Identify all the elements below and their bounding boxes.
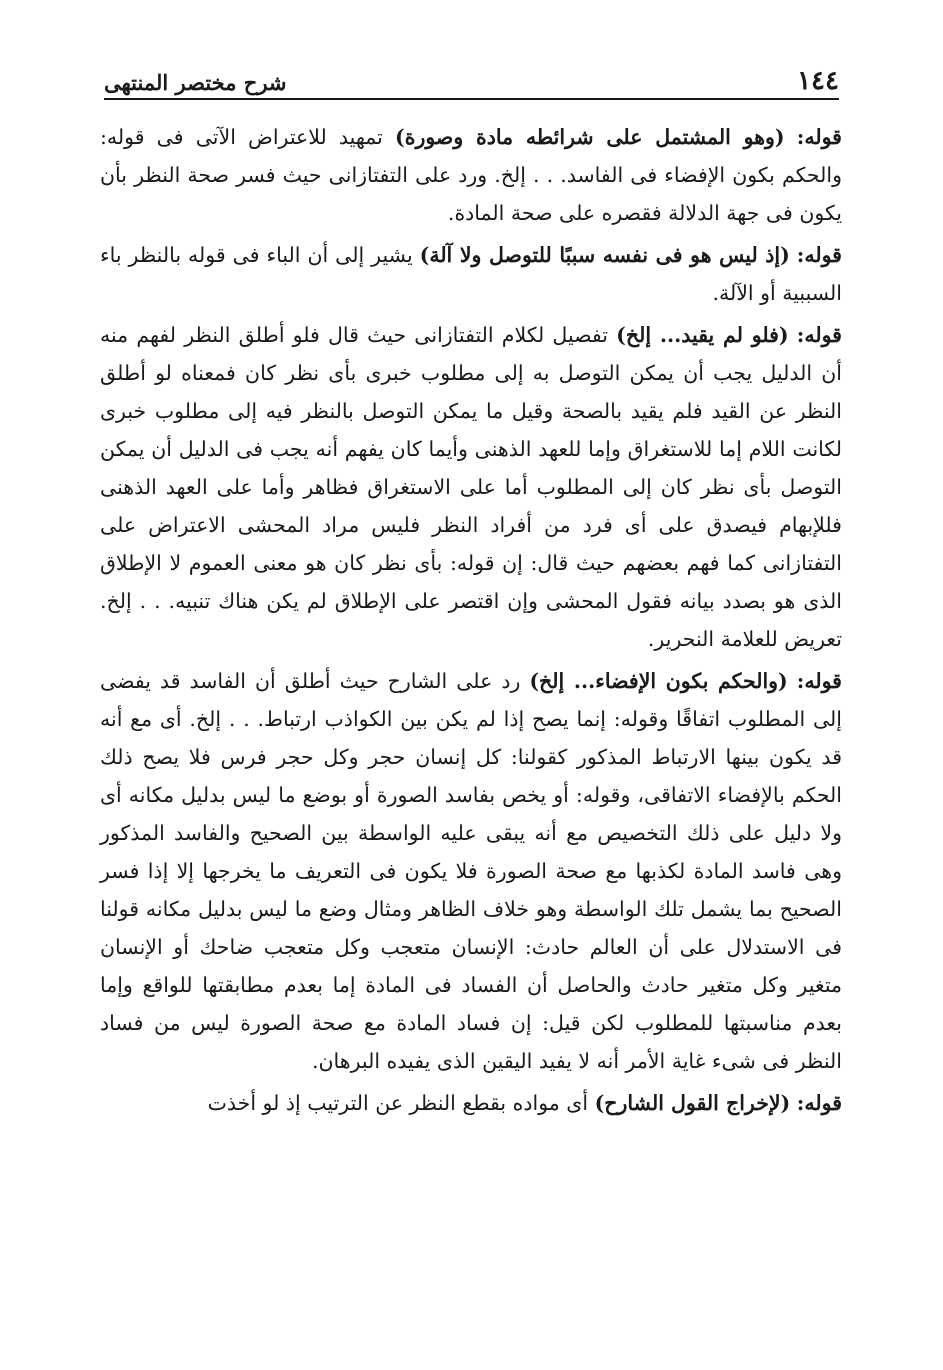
paragraph-text: رد على الشارح حيث أطلق أن الفاسد قد يفضى إلى المطلوب اتفاقًا وقوله: إنما يصح إذا لم يكن بين الكواذب ارتباط. . . إلخ. أى مع أنه قد يكون بينها الارتباط المذكور كقولنا: كل إنسان حجر وكل حجر فرس فلا يصح ذلك الحكم بالإفضاء الاتفاقى، وقوله: أو يخص بفاسد الصورة أو بوضع ما ليس بدليل مكانه أى ولا دليل على ذلك التخصيص مع أنه يبقى عليه الواسطة بين الصحيح والفاسد المذكور وهى فاسد المادة لكذبها مع صحة الصورة فلا يكون فى التعريف ما يخرجها إلا إذا فسر الصحيح بما يشمل تلك الواسطة وهو خلاف الظاهر ومثال وضع ما ليس بدليل مكانه قولنا فى الاستدلال على أن العالم حادث: الإنسان متعجب وكل متعجب ضاحك أو الإنسان متغير وكل متغير حادث والحاصل أن الفساد فى المادة إما بعدم مطابقتها للواقع وإما بعدم مناسبتها للمطلوب لكن قيل: إن فساد المادة مع صحة الصورة ليس من فساد النظر فى شىء غاية الأمر أنه لا يفيد اليقين الذى يفيده البرهان. [100, 669, 842, 1073]
quoted-lemma: (وهو المشتمل على شرائطه مادة وصورة) [395, 125, 785, 149]
paragraph-lead: قوله: [796, 323, 842, 347]
commentary-paragraph [100, 1084, 842, 1122]
commentary-paragraph [100, 118, 842, 232]
commentary-paragraph [100, 236, 842, 312]
quoted-lemma: (والحكم بكون الإفضاء... إلخ) [529, 669, 788, 693]
quoted-lemma: (إذ ليس هو فى نفسه سببًا للتوصل ولا آلة) [419, 243, 790, 267]
paragraph-lead: قوله: [796, 243, 842, 267]
commentary-paragraph [100, 662, 842, 1080]
paragraph-text: أى مواده بقطع النظر عن الترتيب إذ لو أخذت [207, 1091, 589, 1115]
paragraph-lead: قوله: [796, 669, 842, 693]
quoted-lemma: (فلو لم يقيد... إلخ) [616, 323, 789, 347]
page-header [104, 60, 839, 100]
quoted-lemma: (لإخراج القول الشارح) [594, 1091, 791, 1115]
paragraph-lead: قوله: [796, 1091, 842, 1115]
paragraph-text: تفصيل لكلام التفتازانى حيث قال فلو أطلق النظر لفهم منه أن الدليل يجب أن يمكن التوصل به إلى مطلوب خبرى بأى نظر كان فمعناه لو أطلق النظر عن القيد فلم يقيد بالصحة وقيل ما يمكن التوصل بالنظر فيه إلى مطلوب خبرى لكانت اللام إما للاستغراق وإما للعهد الذهنى وأيما كان يفهم أنه يجب فى الدليل أن يمكن التوصل بأى نظر كان إلى المطلوب أما على الاستغراق فظاهر وأما على العهد الذهنى فللإبهام فيصدق على أى فرد من أفراد النظر فليس مراد المحشى الاعتراض على التفتازانى كما فهم بعضهم حيث قال: إن قوله: بأى نظر كان هو معنى العموم لا الإطلاق الذى هو بصدد بيانه فقول المحشى وإن اقتصر على الإطلاق لم يكن هناك تنبيه. . . إلخ. تعريض للعلامة النحرير. [100, 323, 842, 651]
paragraph-text: تمهيد للاعتراض الآتى فى قوله: والحكم بكون الإفضاء فى الفاسد. . . إلخ. ورد على التفتازانى حيث فسر صحة النظر بأن يكون فى جهة الدلالة فقصره على صحة المادة. [100, 125, 842, 225]
paragraph-text: يشير إلى أن الباء فى قوله بالنظر باء السببية أو الآلة. [100, 243, 842, 305]
page-number: ١٤٤ [797, 66, 839, 96]
paragraph-lead: قوله: [796, 125, 842, 149]
running-title: شرح مختصر المنتهى [104, 70, 287, 95]
header-rule [104, 98, 839, 100]
commentary-paragraph [100, 316, 842, 658]
commentary-body [100, 118, 842, 1126]
